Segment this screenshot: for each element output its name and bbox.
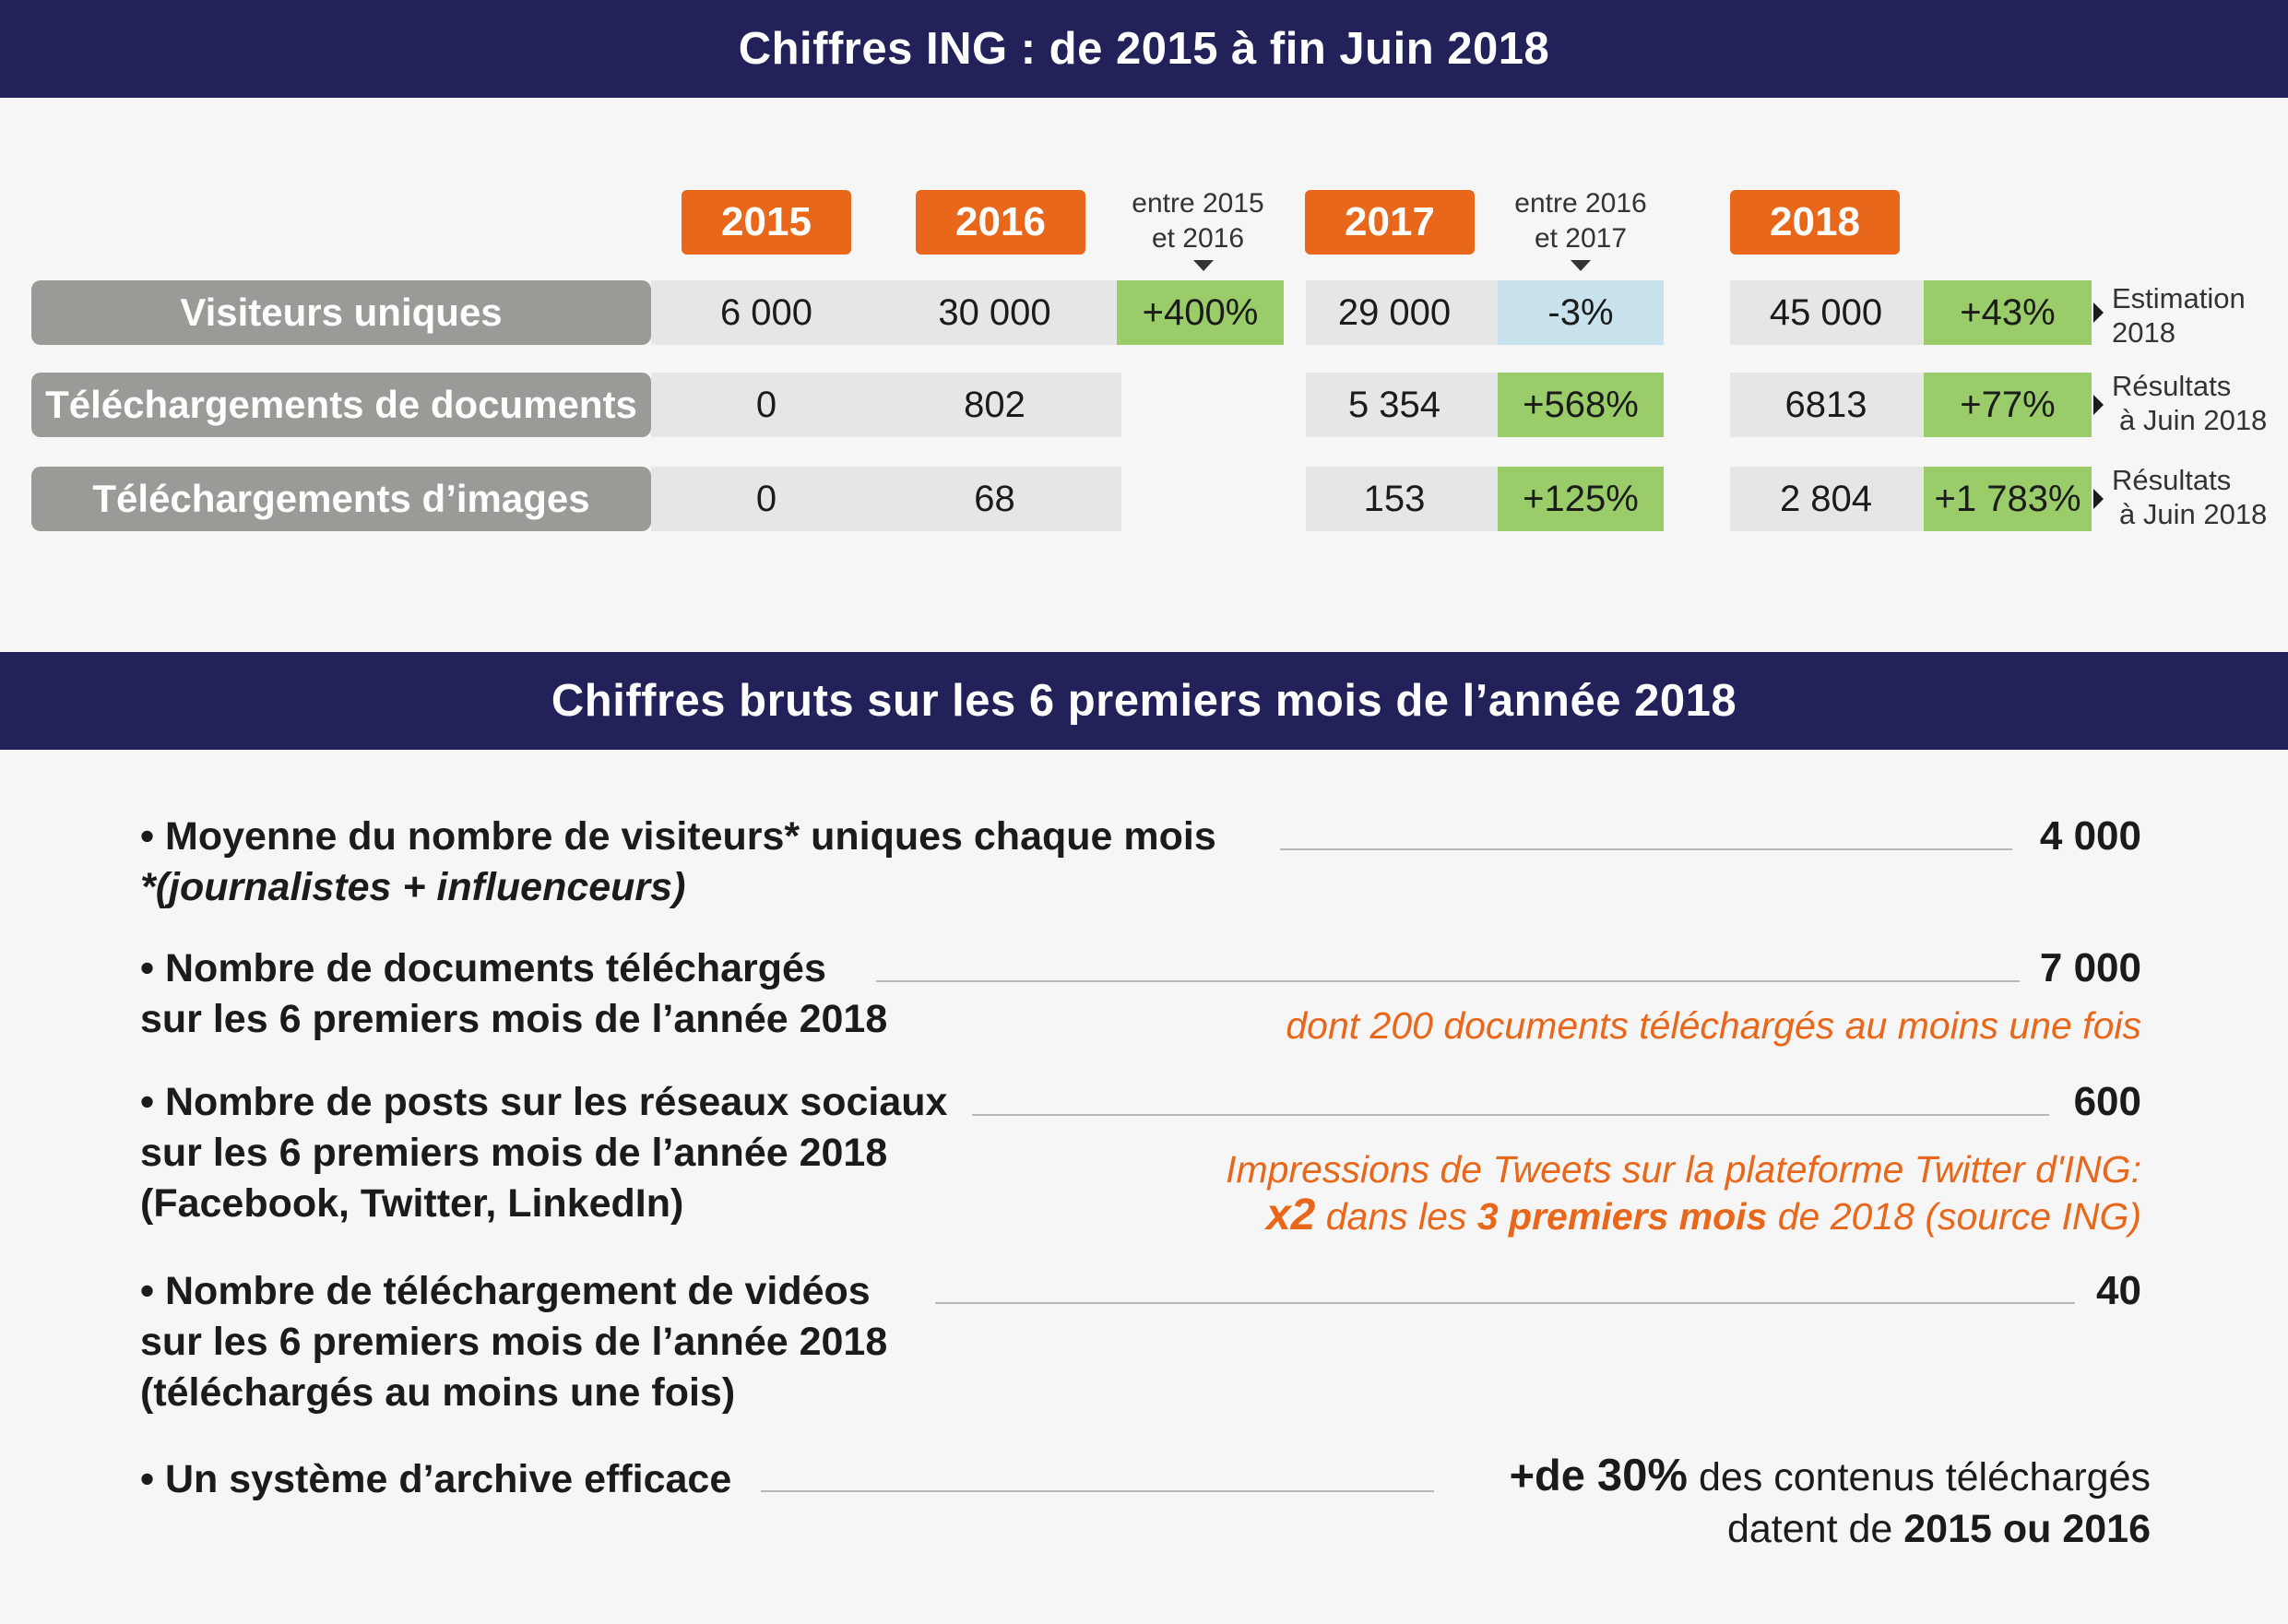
archive-line-2 (1383, 1503, 2151, 1555)
cell-2015: 6 000 (719, 291, 813, 333)
item-line-2: sur les 6 premiers mois de l’année 2018 (140, 997, 888, 1041)
cell-2016: 68 (974, 478, 1015, 519)
item-videos (140, 1266, 887, 1418)
cell-2017: 153 (1363, 478, 1426, 519)
item-line-1: • Moyenne du nombre de visiteurs* uniques chaque mois (140, 814, 1216, 859)
cell-growth-2016-2017: -3% (1498, 280, 1664, 345)
between-line-2: et 2017 (1534, 223, 1628, 254)
archive-line2a: datent de (1726, 1507, 1904, 1551)
down-arrow-icon (1193, 260, 1214, 271)
cell-2017: 5 354 (1347, 384, 1441, 425)
cell-2017: 29 000 (1337, 291, 1452, 333)
item-line-3: (téléchargés au moins une fois) (140, 1370, 736, 1415)
leader-line (761, 1490, 1434, 1492)
item-line-1: • Nombre de documents téléchargés (140, 946, 826, 990)
note-line-1: Résultats (2112, 370, 2232, 402)
note-x2: x2 (1265, 1191, 1316, 1239)
archive-rest: des contenus téléchargés (1688, 1455, 2151, 1500)
note-documents: dont 200 documents téléchargés au moins une fois (1286, 1004, 2141, 1047)
cell-2018: 45 000 (1769, 291, 1883, 333)
item-line-1: • Nombre de téléchargement de vidéos (140, 1269, 871, 1313)
value-posts: 600 (2073, 1079, 2141, 1124)
item-line-1: • Nombre de posts sur les réseaux sociaux (140, 1080, 948, 1124)
cell-growth-2016-2017: +125% (1498, 467, 1664, 531)
cell-2015: 0 (755, 478, 777, 519)
item-line-1: • Un système d’archive efficace (140, 1457, 732, 1501)
cell-2015: 0 (755, 384, 777, 425)
row-label-documents: Téléchargements de documents (31, 373, 651, 437)
item-line-2: sur les 6 premiers mois de l’année 2018 (140, 1131, 888, 1175)
item-visitors (140, 812, 1216, 913)
between-2016-2017-label (1488, 186, 1673, 256)
year-badge-2016: 2016 (916, 190, 1085, 255)
archive-years: 2015 ou 2016 (1903, 1507, 2151, 1551)
archive-line-1 (1383, 1450, 2151, 1503)
item-line-3: (Facebook, Twitter, LinkedIn) (140, 1181, 684, 1226)
note-tweets (1107, 1146, 2141, 1239)
item-documents (140, 943, 887, 1045)
leader-line (1280, 848, 2012, 850)
archive-percent: 30% (1596, 1451, 1688, 1500)
header-banner-2 (0, 652, 2288, 750)
between-line-1: entre 2016 (1514, 188, 1647, 219)
value-archive (1383, 1450, 2151, 1555)
note-line-1: Estimation (2112, 282, 2246, 314)
archive-prefix: +de (1509, 1451, 1597, 1500)
cell-growth-2015-2016: +400% (1117, 280, 1284, 345)
year-badge-2015: 2015 (682, 190, 851, 255)
row-note (2112, 281, 2246, 350)
value-videos: 40 (2096, 1268, 2141, 1313)
header-title-2: Chiffres bruts sur les 6 premiers mois de l’année 2018 (551, 676, 1737, 726)
year-badge-2017: 2017 (1305, 190, 1475, 255)
item-archive (140, 1454, 731, 1505)
item-posts (140, 1077, 947, 1229)
note-bold: 3 premiers mois (1476, 1195, 1768, 1238)
cell-growth-2016-2017: +568% (1498, 373, 1664, 437)
note-line-1: Impressions de Tweets sur la plateforme Twitter d'ING: (1226, 1148, 2141, 1191)
note-line-1: Résultats (2112, 464, 2232, 496)
right-arrow-icon (2093, 395, 2104, 415)
cell-2018: 6813 (1784, 384, 1867, 425)
leader-line (972, 1114, 2049, 1116)
cell-2016: 30 000 (938, 291, 1051, 333)
note-end: de 2018 (source ING) (1767, 1195, 2141, 1238)
cell-2018: 2 804 (1779, 478, 1873, 519)
leader-line (935, 1302, 2075, 1304)
value-documents: 7 000 (2039, 945, 2141, 990)
year-badge-2018: 2018 (1730, 190, 1900, 255)
item-line-2: *(journalistes + influenceurs) (140, 865, 686, 909)
note-line-2 (1107, 1192, 2141, 1239)
between-2015-2016-label (1106, 186, 1290, 256)
cell-growth-2018: +1 783% (1924, 467, 2092, 531)
row-note (2112, 463, 2267, 531)
note-line-2: à Juin 2018 (2119, 404, 2268, 436)
cell-growth-2018: +43% (1924, 280, 2092, 345)
note-line-2: 2018 (2112, 316, 2175, 349)
note-line-2: à Juin 2018 (2119, 498, 2268, 530)
between-line-2: et 2016 (1151, 223, 1245, 254)
between-line-1: entre 2015 (1132, 188, 1264, 219)
right-arrow-icon (2093, 302, 2104, 323)
row-note (2112, 369, 2267, 437)
down-arrow-icon (1571, 260, 1591, 271)
leader-line (876, 980, 2020, 982)
header-banner-1 (0, 0, 2288, 98)
row-label-visiteurs: Visiteurs uniques (31, 280, 651, 345)
header-title-1: Chiffres ING : de 2015 à fin Juin 2018 (738, 24, 1550, 74)
right-arrow-icon (2093, 489, 2104, 509)
row-label-images: Téléchargements d’images (31, 467, 651, 531)
note-mid: dans les (1315, 1195, 1477, 1238)
item-line-2: sur les 6 premiers mois de l’année 2018 (140, 1320, 888, 1364)
value-visitors: 4 000 (2039, 813, 2141, 859)
cell-growth-2018: +77% (1924, 373, 2092, 437)
cell-2016: 802 (964, 384, 1025, 425)
